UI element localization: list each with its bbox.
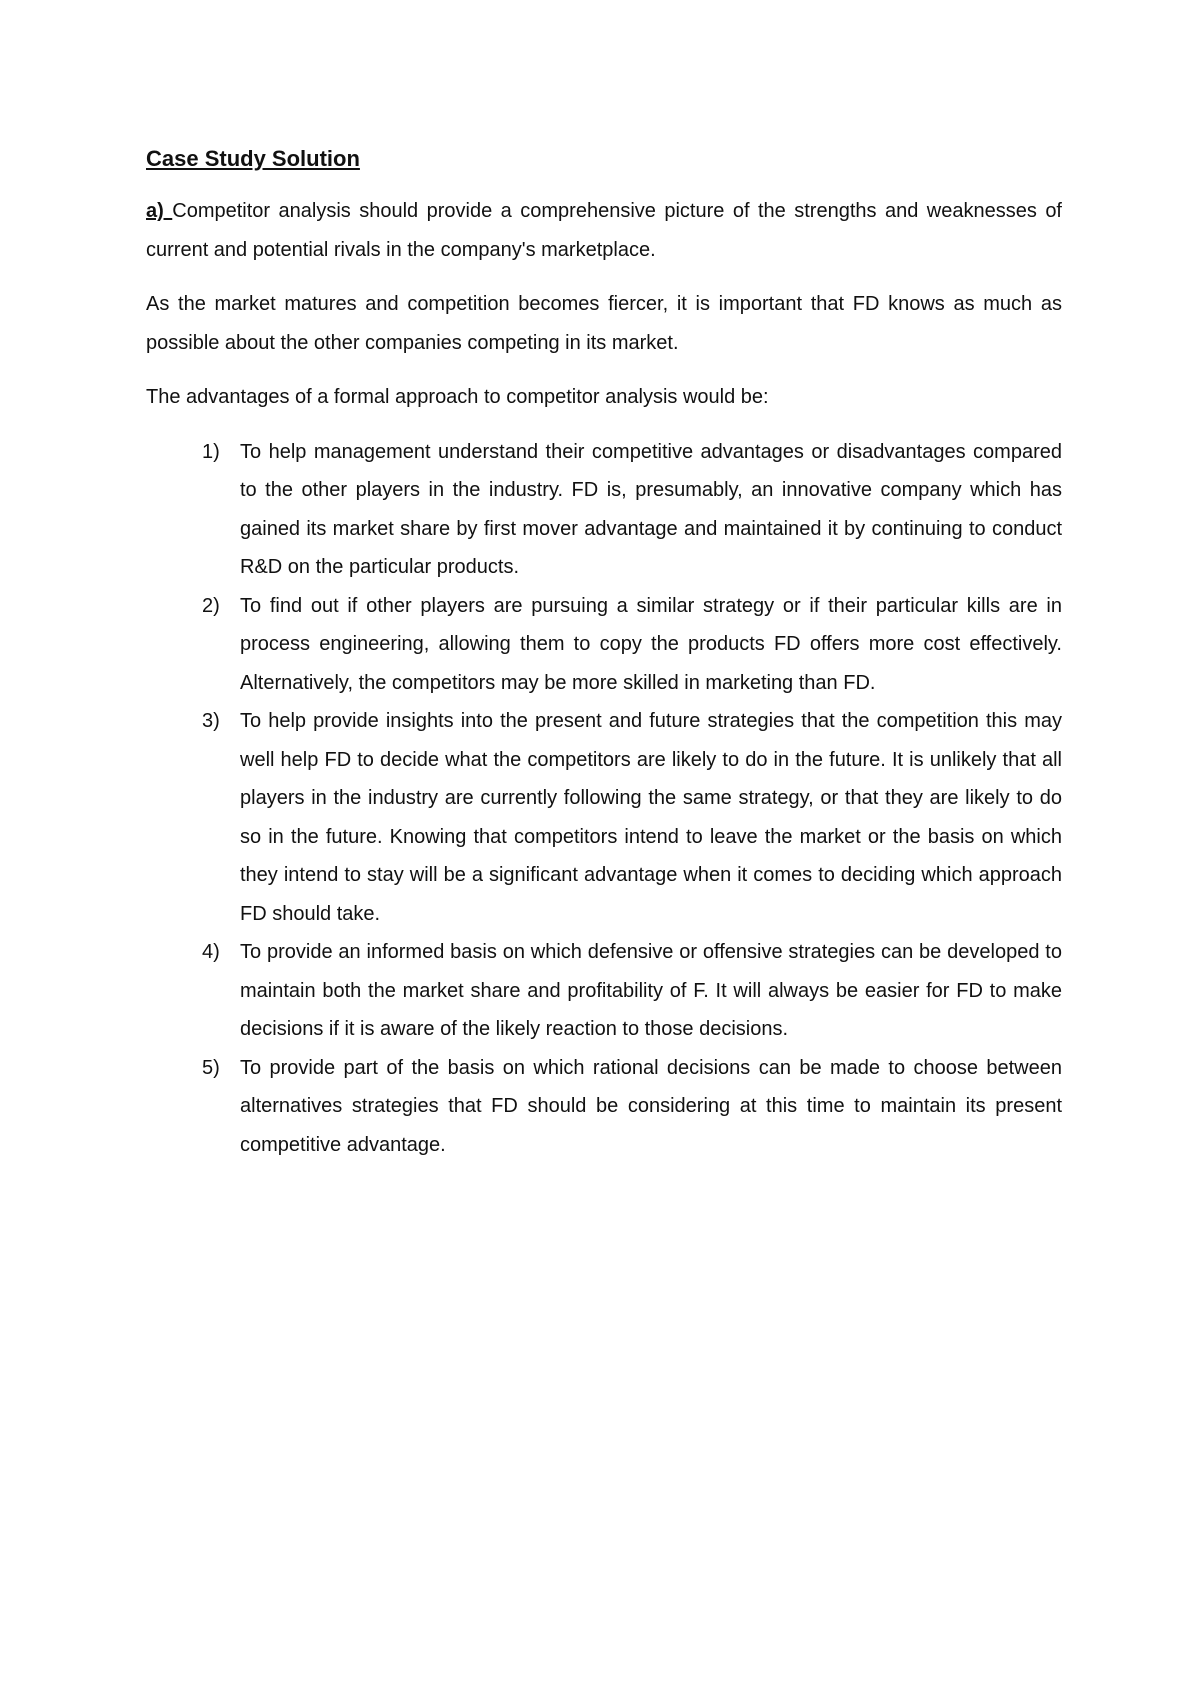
list-item-text: To find out if other players are pursuing a similar strategy or if their particular kills are in process engineering, allowing them to copy the products FD offers more cost effectively. Alternatively, the competitors may be more skilled in marketing than FD. bbox=[240, 594, 1062, 694]
list-item-number: 4) bbox=[202, 941, 220, 963]
list-item bbox=[146, 1049, 1062, 1165]
document-page bbox=[146, 143, 1062, 1164]
list-item bbox=[146, 433, 1062, 587]
list-item-text: To help provide insights into the present and future strategies that the competition this may well help FD to decide what the competitors are likely to do in the future. It is unlikely that all players in the industry are currently following the same strategy, or that they are likely to do so in the future. Knowing that competitors intend to leave the market or the basis on which they intend to stay will be a significant advantage when it comes to deciding which approach FD should take. bbox=[240, 710, 1062, 925]
document-title: Case Study Solution bbox=[146, 146, 360, 171]
list-item-number: 1) bbox=[202, 440, 220, 463]
list-item-text: To provide an informed basis on which defensive or offensive strategies can be developed to maintain both the market share and profitability of F. It will always be easier for FD to make decisions if it is aware of the likely reaction to those decisions. bbox=[240, 941, 1062, 1040]
advantages-intro-paragraph: The advantages of a formal approach to competitor analysis would be: bbox=[146, 386, 769, 408]
list-item bbox=[146, 933, 1062, 1049]
intro-text: Competitor analysis should provide a comprehensive picture of the strengths and weaknesses of current and potential rivals in the company's marketplace. bbox=[146, 200, 1062, 261]
list-item bbox=[146, 587, 1062, 703]
advantages-list bbox=[146, 433, 1062, 1165]
market-paragraph: As the market matures and competition becomes fiercer, it is important that FD knows as much as possible about the other companies competing in its market. bbox=[146, 293, 1062, 354]
list-item bbox=[146, 702, 1062, 933]
list-item-text: To help management understand their competitive advantages or disadvantages compared to the other players in the industry. FD is, presumably, an innovative company which has gained its market share by first mover advantage and maintained it by continuing to conduct R&D on the particular products. bbox=[240, 440, 1062, 578]
section-label: a) bbox=[146, 200, 173, 222]
list-item-number: 3) bbox=[202, 710, 220, 732]
list-item-number: 2) bbox=[202, 594, 220, 617]
intro-paragraph bbox=[146, 192, 1062, 269]
list-item-text: To provide part of the basis on which rational decisions can be made to choose between alternatives strategies that FD should be considering at this time to maintain its present competitive advantage. bbox=[240, 1056, 1062, 1156]
list-item-number: 5) bbox=[202, 1056, 220, 1079]
